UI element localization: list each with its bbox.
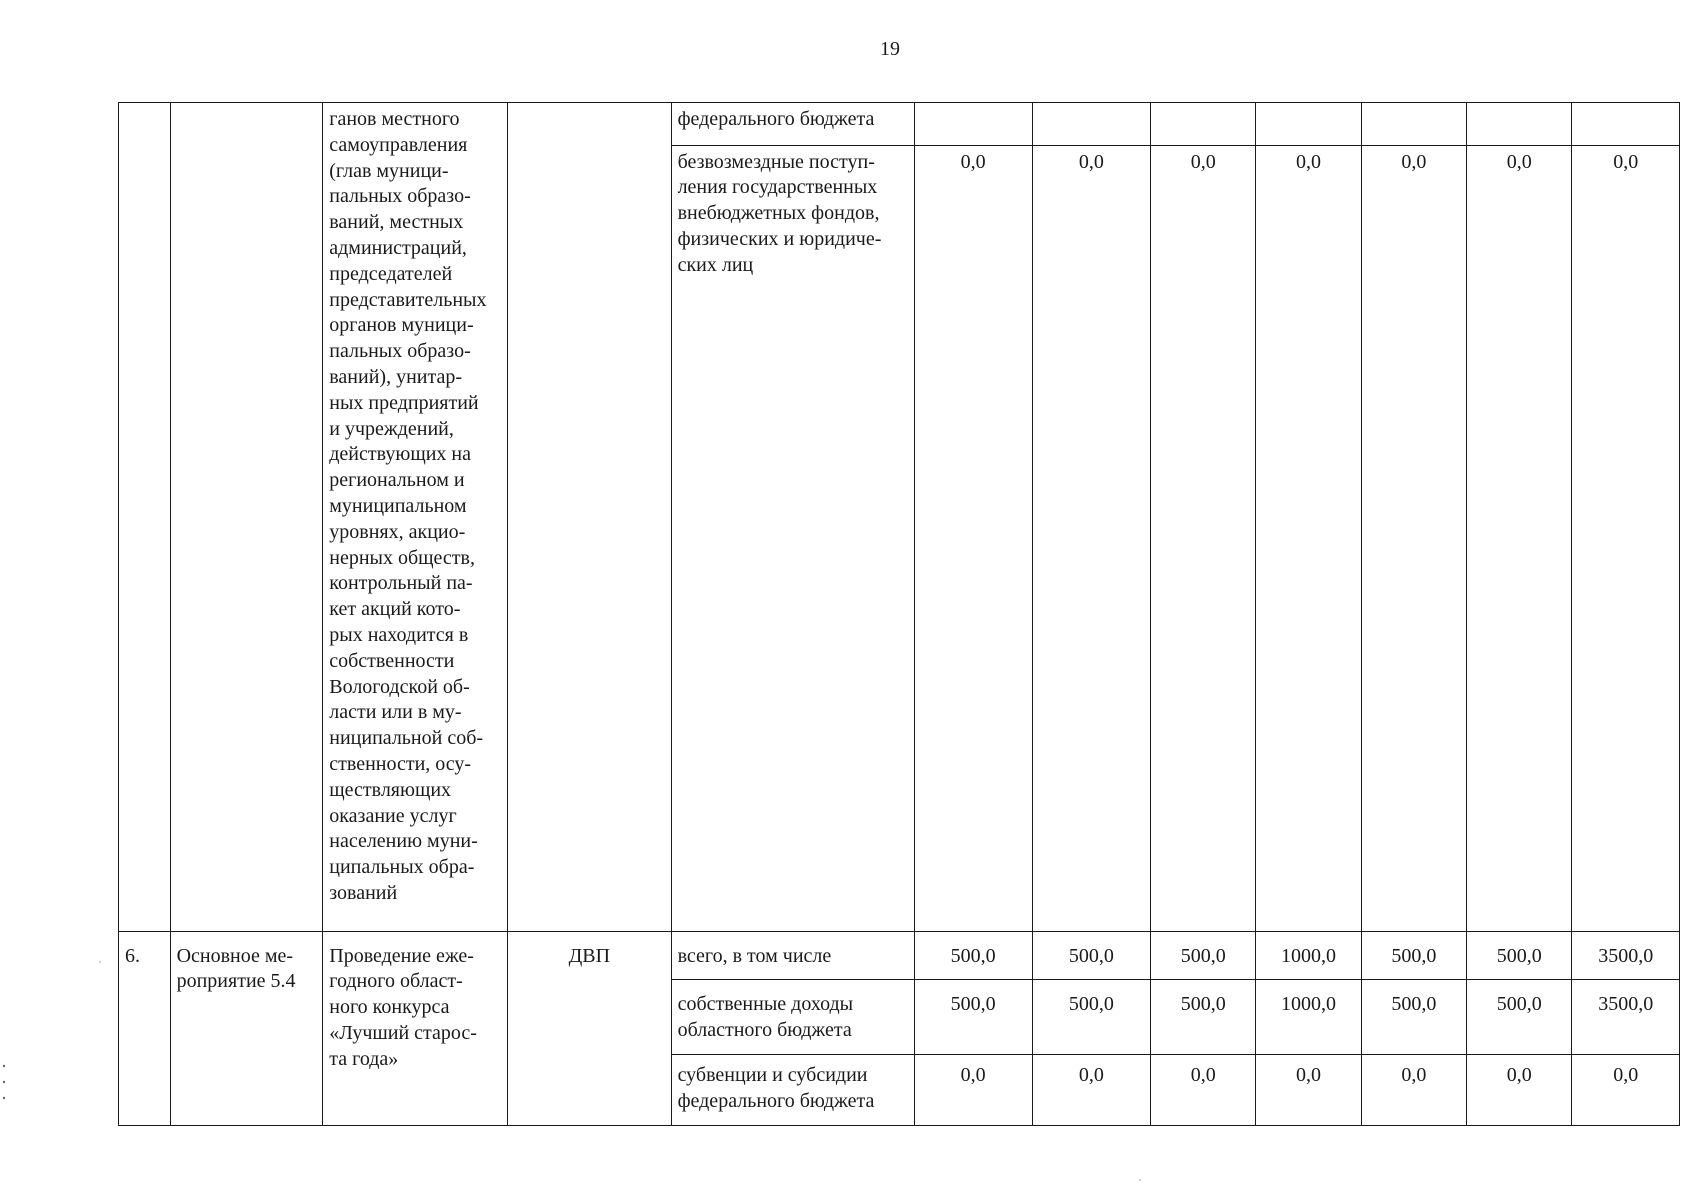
description-line: та года» <box>329 1047 399 1070</box>
value-cell: 1000,0 <box>1256 931 1361 980</box>
description-line: председателей <box>329 262 453 285</box>
value-cell: 1000,0 <box>1256 980 1361 1055</box>
source-line: собственные доходы <box>677 993 854 1016</box>
scan-speck <box>3 1081 5 1083</box>
description-line: ного конкурса <box>329 996 450 1019</box>
description-line: ниципальной соб- <box>329 727 484 750</box>
source-line: федерального бюджета <box>677 108 875 130</box>
source-line: федерального бюджета <box>677 1089 875 1112</box>
source-line: ских лиц <box>677 253 754 276</box>
value-cell: 500,0 <box>1032 980 1150 1055</box>
source-line: ления государственных <box>677 176 878 199</box>
source-line: областного бюджета <box>677 1018 852 1041</box>
value-cell: 0,0 <box>1256 145 1361 931</box>
value-cell: 500,0 <box>1361 931 1466 980</box>
value-cell: 0,0 <box>914 145 1032 931</box>
description-line: региональном и <box>329 469 465 492</box>
description-line: представительных <box>329 288 487 311</box>
value-cell: 0,0 <box>1361 1055 1466 1126</box>
description-line: рых находится в <box>329 623 469 646</box>
description-line: «Лучший старос- <box>329 1021 477 1044</box>
description-line: ципальных обра- <box>329 856 475 879</box>
source-line: физических и юридиче- <box>677 227 882 250</box>
description-line: (глав муници- <box>329 159 449 182</box>
value-cell: 500,0 <box>1032 931 1150 980</box>
source-line: внебюджетных фондов, <box>677 202 880 225</box>
description-line: пальных образо- <box>329 185 471 208</box>
description-line: нерных обществ, <box>329 546 475 569</box>
description-line: Вологодской об- <box>329 675 470 698</box>
value-cell: 0,0 <box>1467 145 1572 931</box>
value-cell: 0,0 <box>1151 1055 1256 1126</box>
description-line: ваний, местных <box>329 211 464 234</box>
value-cell: 500,0 <box>1467 980 1572 1055</box>
value-cell: 500,0 <box>1151 931 1256 980</box>
value-cell: 500,0 <box>914 931 1032 980</box>
description-line: кет акций кото- <box>329 598 461 621</box>
value-cell: 500,0 <box>1151 980 1256 1055</box>
description-line: ществляющих <box>329 778 452 801</box>
value-cell: 500,0 <box>1361 980 1466 1055</box>
page-number: 19 <box>880 38 900 60</box>
value-cell: 0,0 <box>1032 1055 1150 1126</box>
description-line: уровнях, акцио- <box>329 520 466 543</box>
description-line: зований <box>329 881 398 904</box>
description-line: ных предприятий <box>329 391 479 414</box>
scan-speck <box>3 1097 5 1099</box>
description-line: населению муни- <box>329 830 478 853</box>
description-line: пальных образо- <box>329 340 471 363</box>
executor-cell: ДВП <box>508 931 671 1125</box>
value-cell: 0,0 <box>1572 145 1680 931</box>
value-cell: 0,0 <box>1572 1055 1680 1126</box>
description-line: оказание услуг <box>329 804 457 827</box>
activity-name-line: Основное ме- <box>176 944 294 967</box>
value-cell: 0,0 <box>914 1055 1032 1126</box>
scan-speck <box>99 961 101 963</box>
value-cell: 0,0 <box>1032 145 1150 931</box>
description-line: муниципальном <box>329 494 467 517</box>
number-cell: 6. <box>119 931 171 1125</box>
activity-name-line: роприятие 5.4 <box>176 970 296 993</box>
value-cell: 3500,0 <box>1572 980 1680 1055</box>
description-line: собственности <box>329 649 455 672</box>
value-cell: 0,0 <box>1151 145 1256 931</box>
value-cell: 0,0 <box>1467 1055 1572 1126</box>
description-line: ваний), унитар- <box>329 365 463 388</box>
scan-speck <box>1139 1179 1141 1181</box>
value-cell: 500,0 <box>1467 931 1572 980</box>
description-line: администраций, <box>329 236 467 259</box>
source-line: всего, в том числе <box>677 944 832 967</box>
description-line: органов муници- <box>329 314 474 337</box>
description-line: самоуправления <box>329 133 468 156</box>
value-cell: 0,0 <box>1256 1055 1361 1126</box>
description-line: Проведение еже- <box>329 944 474 967</box>
description-line: ганов местного <box>329 108 460 130</box>
description-line: и учреждений, <box>329 417 454 440</box>
value-cell: 500,0 <box>914 980 1032 1055</box>
description-line: ласти или в му- <box>329 701 462 724</box>
value-cell: 3500,0 <box>1572 931 1680 980</box>
description-line: ственности, осу- <box>329 752 472 775</box>
description-line: годного област- <box>329 970 463 993</box>
source-line: безвозмездные поступ- <box>677 150 875 173</box>
source-line: субвенции и субсидии <box>677 1064 868 1087</box>
scan-speck <box>3 1065 5 1067</box>
description-line: действующих на <box>329 443 472 466</box>
description-line: контрольный па- <box>329 572 473 595</box>
value-cell: 0,0 <box>1361 145 1466 931</box>
